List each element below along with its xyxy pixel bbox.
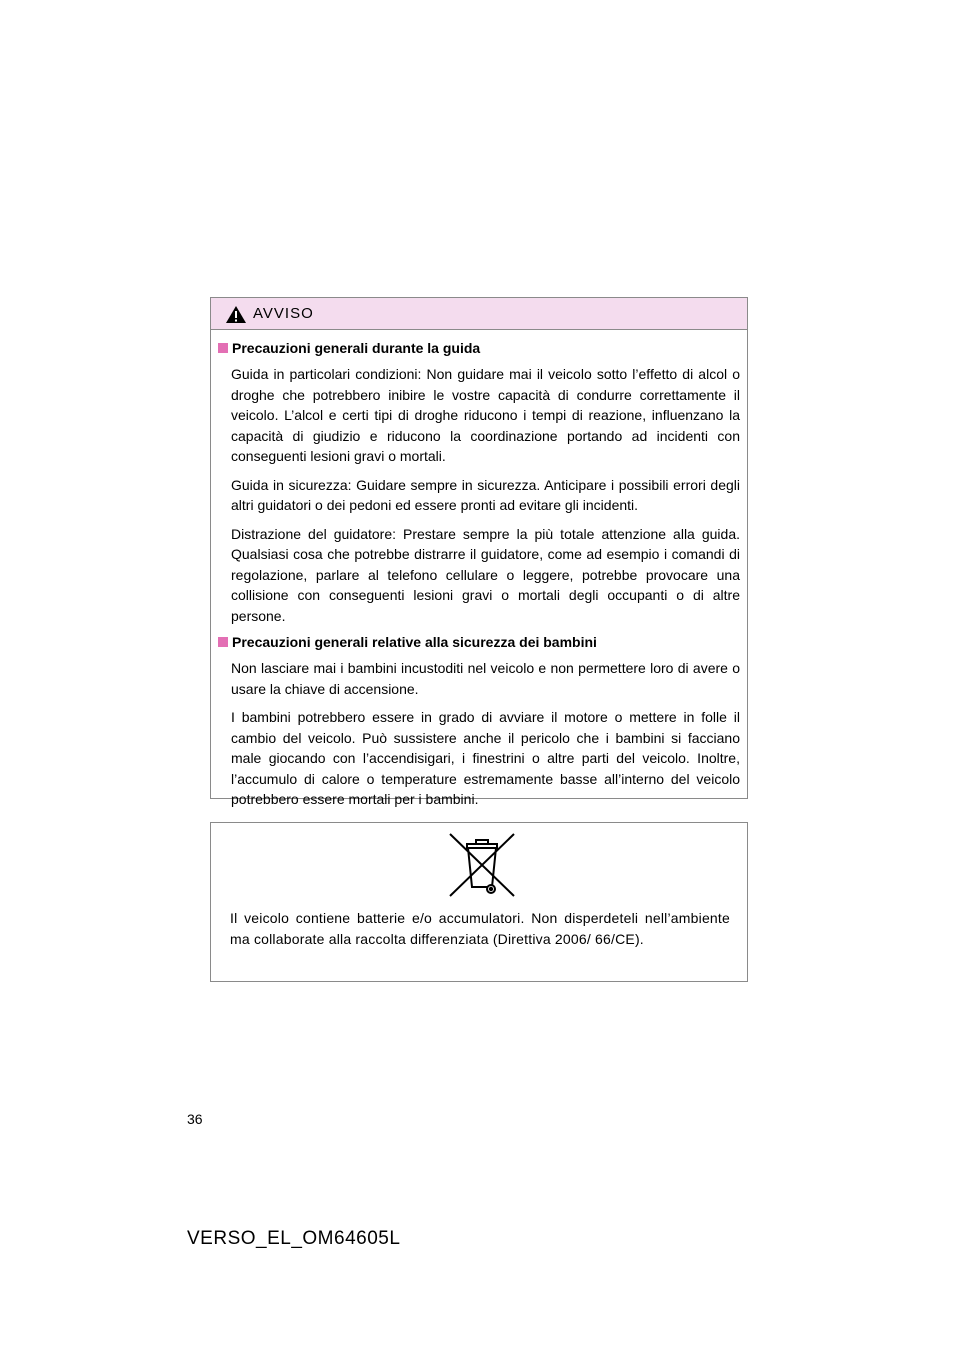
section-heading-text: Precauzioni generali durante la guida: [232, 340, 481, 356]
paragraph: Guida in sicurezza: Guidare sempre in sicurezza. Anticipare i possibili errori degli altri guidatori o dei pedoni ed essere pronti ad evitare gli incidenti.: [231, 476, 740, 513]
warning-triangle-icon: [225, 305, 247, 324]
paragraph: I bambini potrebbero essere in grado di avviare il motore o mettere in folle il cambio del veicolo. Può sussistere anche il pericolo che i bambini si facciano male giocando con l’accendisigari, i finestrini o altre parti del veicolo. Inoltre, l’accumulo di calore o temperature estremamente basse all’interno del veicolo potrebbero essere mortali per i bambini.: [231, 709, 740, 807]
bullet-square-icon: [218, 637, 228, 647]
paragraph: Non lasciare mai i bambini incustoditi nel veicolo e non permettere loro di avere o usare la chiave di accensione.: [231, 660, 740, 697]
paragraph: Distrazione del guidatore: Prestare sempre la più totale attenzione alla guida. Qualsiasi cosa che potrebbe distrarre il guidatore, come ad esempio i comandi di regolazione, parlare al telefono cellulare o leggere, potrebbe provocare una collisione con conseguenti lesioni gravi o mortali degli occupanti o di altre persone.: [231, 525, 740, 624]
document-code: VERSO_EL_OM64605L: [187, 1228, 401, 1249]
section-heading-text: Precauzioni generali relative alla sicurezza dei bambini: [232, 634, 597, 650]
crossed-out-wheelie-bin-icon: [447, 831, 517, 899]
section-heading-children: [218, 634, 740, 650]
recycling-box: [210, 822, 748, 982]
page-number: 36: [187, 1111, 203, 1127]
warning-title: AVVISO: [253, 305, 314, 322]
bullet-square-icon: [218, 343, 228, 353]
warning-header: [211, 298, 747, 330]
warning-box: [210, 297, 748, 807]
warning-body: [211, 330, 747, 810]
section-heading-general: [218, 340, 740, 356]
paragraph: Guida in particolari condizioni: Non guidare mai il veicolo sotto l’effetto di alcol o droghe che potrebbero inibire le vostre capacità di condurre correttamente il veicolo. L’alcol e certi tipi di droghe riducono i tempi di reazione, influenzano la capacità di giudizio e riducono la coordinazione portando ad incidenti con conseguenti lesioni gravi o mortali.: [231, 366, 740, 464]
recycling-text: Il veicolo contiene batterie e/o accumulatori. Non disperdeteli nell’ambiente ma collaborate alla raccolta differenziata (Direttiva 2006/ 66/CE).: [230, 910, 730, 947]
